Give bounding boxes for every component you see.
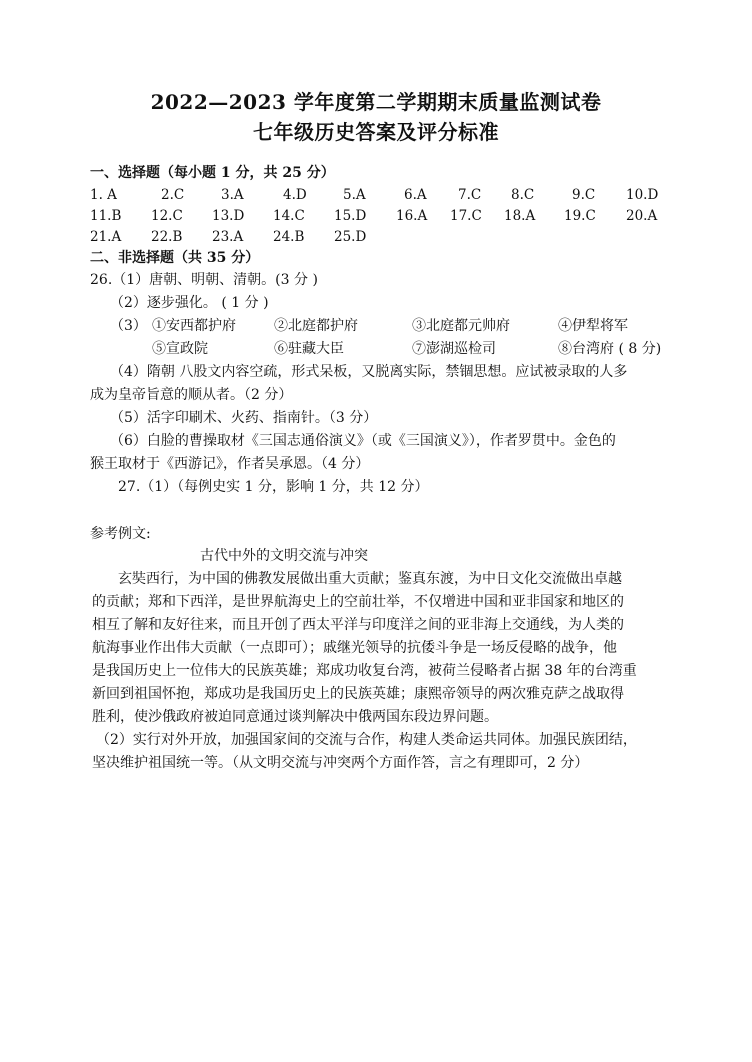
essay-line: 是我国历史上一位伟大的民族英雄；郑成功收复台湾，被荷兰侵略者占据 38 年的台湾重: [92, 663, 637, 679]
q26-5: （5）活字印刷术、火药、指南针。（3 分）: [110, 410, 378, 426]
answer-item: 6.A: [404, 187, 427, 203]
essay-line: 的贡献；郑和下西洋，是世界航海史上的空前壮举，不仅增进中国和亚非国家和地区的: [92, 594, 624, 610]
answer-item: 7.C: [458, 187, 482, 203]
q27-1: 27.（1）（每例史实 1 分，影响 1 分，共 12 分）: [118, 479, 429, 495]
essay-line: 航海事业作出伟大贡献（一点即可）；戚继光领导的抗倭斗争是一场反侵略的战争，他: [92, 640, 617, 656]
answer-item: 2.C: [161, 187, 185, 203]
document-subtitle: 七年级历史答案及评分标准: [253, 120, 499, 144]
answer-item: 16.A: [396, 208, 428, 224]
reference-label: 参考例文:: [90, 526, 151, 542]
q26-3-item: ⑤宣政院: [152, 341, 208, 357]
answer-item: 15.D: [334, 208, 367, 224]
answer-item: 14.C: [273, 208, 305, 224]
answer-item: 22.B: [151, 229, 183, 245]
answer-item: 1. A: [90, 187, 117, 203]
q26-3-item: ⑧台湾府 ( 8 分): [558, 341, 662, 357]
q26-6-line1: （6）白脸的曹操取材《三国志通俗演义》（或《三国演义》），作者罗贯中。金色的: [110, 433, 616, 449]
q27-2-line2: 坚决维护祖国统一等。（从文明交流与冲突两个方面作答，言之有理即可，2 分）: [92, 755, 589, 771]
q26-3-item: ②北庭都护府: [274, 318, 358, 334]
essay-line: 胜利，使沙俄政府被迫同意通过谈判解决中俄两国东段边界问题。: [92, 709, 498, 725]
part2-heading: 二、非选择题（共 35 分）: [90, 250, 260, 266]
essay-line: 新回到祖国怀抱，郑成功是我国历史上的民族英雄；康熙帝领导的两次雅克萨之战取得: [92, 686, 624, 702]
q26-1: 26.（1）唐朝、明朝、清朝。(3 分 ): [90, 272, 318, 288]
q26-3-label: （3）: [110, 318, 147, 334]
q26-3-item: ③北庭都元帅府: [412, 318, 510, 334]
q26-3-item: ④伊犁将军: [558, 318, 628, 334]
q27-2-line1: （2）实行对外开放，加强国家间的交流与合作，构建人类命运共同体。加强民族团结，: [96, 732, 637, 748]
answer-item: 5.A: [343, 187, 366, 203]
answer-item: 20.A: [626, 208, 658, 224]
answer-item: 19.C: [564, 208, 596, 224]
q26-4-line1: （4）隋朝 八股文内容空疏，形式呆板，又脱离实际，禁锢思想。应试被录取的人多: [110, 364, 628, 380]
q26-3-item: ①安西都护府: [152, 318, 236, 334]
part1-heading: 一、选择题（每小题 1 分，共 25 分）: [90, 165, 335, 181]
answer-item: 12.C: [151, 208, 183, 224]
answer-item: 18.A: [504, 208, 536, 224]
answer-item: 25.D: [334, 229, 367, 245]
answer-item: 21.A: [90, 229, 122, 245]
answer-item: 23.A: [212, 229, 244, 245]
q26-2: （2）逐步强化。 ( 1 分 ): [110, 295, 269, 311]
q26-3-item: ⑦澎湖巡检司: [412, 341, 496, 357]
answer-item: 8.C: [511, 187, 535, 203]
answer-item: 13.D: [212, 208, 245, 224]
answer-item: 4.D: [283, 187, 307, 203]
answer-item: 10.D: [626, 187, 659, 203]
answer-item: 11.B: [90, 208, 122, 224]
essay-title: 古代中外的文明交流与冲突: [200, 548, 368, 564]
q26-3-item: ⑥驻藏大臣: [274, 341, 344, 357]
answer-item: 3.A: [221, 187, 244, 203]
q26-6-line2: 猴王取材于《西游记》，作者吴承恩。（4 分）: [90, 456, 370, 472]
essay-line: 相互了解和友好往来，而且开创了西太平洋与印度洋之间的亚非海上交通线，为人类的: [92, 617, 624, 633]
answer-item: 24.B: [273, 229, 305, 245]
essay-line: 玄奘西行，为中国的佛教发展做出重大贡献；鉴真东渡，为中日文化交流做出卓越: [118, 571, 622, 587]
answer-item: 9.C: [572, 187, 596, 203]
document-title: 2022—2023 学年度第二学期期末质量监测试卷: [150, 90, 602, 114]
answer-item: 17.C: [450, 208, 482, 224]
q26-4-line2: 成为皇帝旨意的顺从者。（2 分）: [90, 387, 293, 403]
